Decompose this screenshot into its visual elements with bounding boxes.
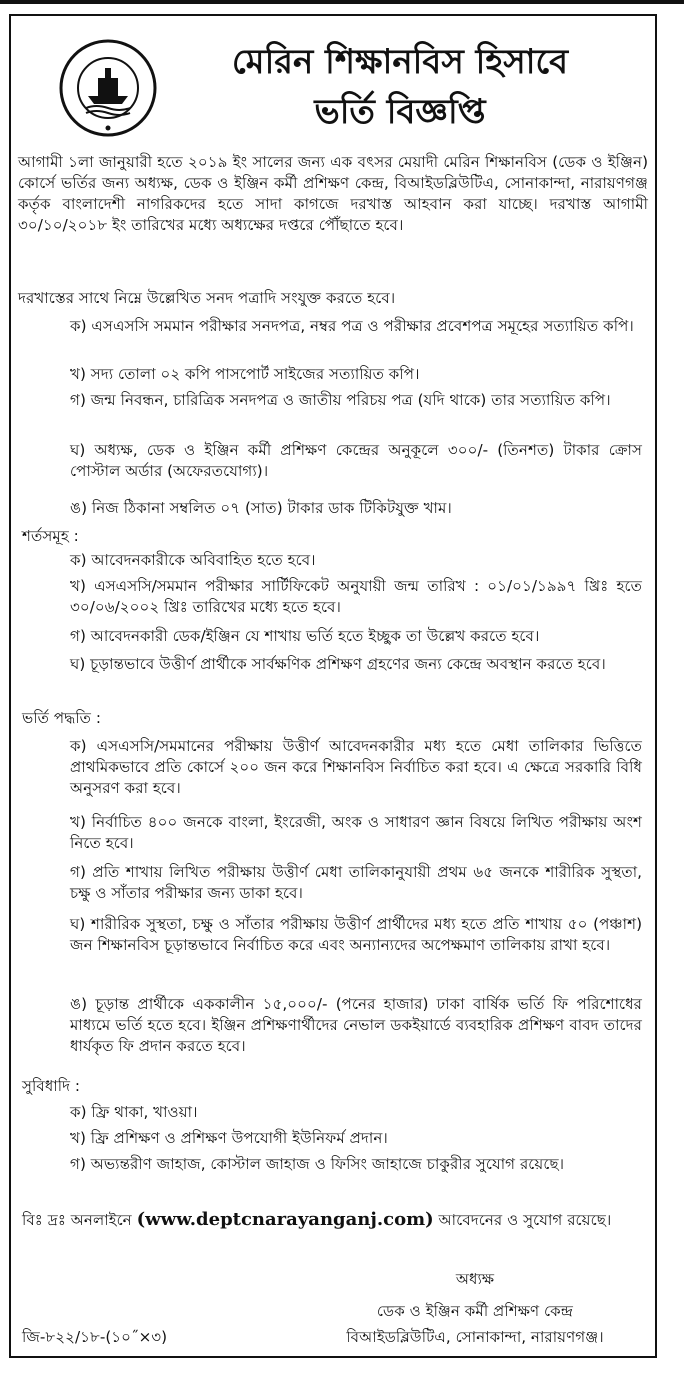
- signatory-office: ডেক ও ইঞ্জিন কর্মী প্রশিক্ষণ কেন্দ্র: [376, 1302, 574, 1320]
- requirement-item: ঙ) নিজ ঠিকানা সম্বলিত ০৭ (সাত) টাকার ডাক টিকিটযুক্ত খাম।: [70, 499, 452, 517]
- biwta-seal-logo: [58, 38, 158, 138]
- benefit-item: খ) ফ্রি প্রশিক্ষণ ও প্রশিক্ষণ উপযোগী ইউনিফর্ম প্রদান।: [70, 1129, 388, 1147]
- admission-item: খ) নির্বাচিত ৪০০ জনকে বাংলা, ইংরেজী, অংক ও সাধারণ জ্ঞান বিষয়ে লিখিত পরীক্ষায় অংশ নিতে হবে।: [70, 813, 642, 852]
- signatory-address: বিআইডব্লিউটিএ, সোনাকান্দা, নারায়ণগঞ্জ।: [346, 1328, 604, 1346]
- benefit-item: গ) অভ্যন্তরীণ জাহাজ, কোস্টাল জাহাজ ও ফিসিং জাহাজে চাকুরীর সুযোগ রয়েছে।: [70, 1155, 565, 1173]
- requirement-item: ক) এসএসসি সমমান পরীক্ষার সনদপত্র, নম্বর পত্র ও পরীক্ষার প্রবেশপত্র সমূহের সত্যায়িত কপি।: [70, 317, 634, 335]
- notice-title-line1: মেরিন শিক্ষানবিস হিসাবে: [231, 42, 569, 82]
- admission-item: ঙ) চূড়ান্ত প্রার্থীকে এককালীন ১৫,০০০/- (পনের হাজার) ঢাকা বার্ষিক ভর্তি ফি পরিশোধের মাধ্যমে ভর্তি হতে হবে। ইঞ্জিন প্রশিক্ষণার্থীদের নেভাল ডকইয়ার্ডে ব্যবহারিক প্রশিক্ষণ বাবদ তাদের ধার্যকৃত ফি প্রদান করতে হবে।: [70, 995, 642, 1055]
- online-application-note: [22, 1209, 644, 1231]
- requirement-item: গ) জন্ম নিবন্ধন, চারিত্রিক সনদপত্র ও জাতীয় পরিচয় পত্র (যদি থাকে) তার সত্যায়িত কপি।: [70, 391, 611, 409]
- benefits-heading: সুবিধাদি :: [22, 1077, 81, 1095]
- website-link[interactable]: (www.deptcnarayanganj.com): [136, 1209, 434, 1230]
- note-suffix: আবেদনের ও সুযোগ রয়েছে।: [438, 1211, 612, 1229]
- condition-item: গ) আবেদনকারী ডেক/ইঞ্জিন যে শাখায় ভর্তি হতে ইচ্ছুক তা উল্লেখ করতে হবে।: [70, 627, 540, 645]
- reference-code: জি-৮২২/১৮-(১০˝×৩): [22, 1328, 168, 1346]
- admission-heading: ভর্তি পদ্ধতি :: [22, 709, 102, 727]
- intro-paragraph: আগামী ১লা জানুয়ারী হতে ২০১৯ ইং সালের জন্য এক বৎসর মেয়াদী মেরিন শিক্ষানবিস (ডেক ও ইঞ্জিন) কোর্সে ভর্তির জন্য অধ্যক্ষ, ডেক ও ইঞ্জিন কর্মী প্রশিক্ষণ কেন্দ্র, বিআইডব্লিউটিএ, সোনাকান্দা, নারায়ণগঞ্জ কর্তৃক বাংলাদেশী নাগরিকদের হতে সাদা কাগজে দরখাস্ত আহবান করা যাচ্ছে। দরখাস্ত আগামী ৩০/১০/২০১৮ ইং তারিখের মধ্যে অধ্যক্ষের দপ্তরে পৌঁছাতে হবে।: [18, 153, 648, 234]
- benefit-item: ক) ফ্রি থাকা, খাওয়া।: [70, 1103, 198, 1121]
- notice-title-line2: ভর্তি বিজ্ঞপ্তি: [314, 92, 486, 132]
- admission-item: ঘ) শারীরিক সুস্থতা, চক্ষু ও সাঁতার পরীক্ষায় উত্তীর্ণ প্রার্থীদের মধ্য হতে প্রতি শাখায় ৫০ (পঞ্চাশ) জন শিক্ষানবিস চূড়ান্তভাবে নির্বাচিত করে এবং অন্যান্যদের অপেক্ষমাণ তালিকায় রাখা হবে।: [70, 915, 642, 954]
- signatory-title: অধ্যক্ষ: [455, 1270, 495, 1288]
- admission-item: ক) এসএসসি/সমমানের পরীক্ষায় উত্তীর্ণ আবেদনকারীর মধ্য হতে মেধা তালিকার ভিত্তিতে প্রাথমিকভাবে প্রতি কোর্সে ২০০ জন করে শিক্ষানবিস নির্বাচিত করা হবে। এ ক্ষেত্রে সরকারি বিধি অনুসরণ করা হবে।: [70, 737, 642, 797]
- requirement-item: খ) সদ্য তোলা ০২ কপি পাসপোর্ট সাইজের সত্যায়িত কপি।: [70, 365, 420, 383]
- condition-item: খ) এসএসসি/সমমান পরীক্ষার সার্টিফিকেট অনুযায়ী জন্ম তারিখ : ০১/০১/১৯৯৭ খ্রিঃ হতে ৩০/০৬/২০০২ খ্রিঃ তারিখের মধ্যে হতে হবে।: [70, 577, 642, 616]
- conditions-heading: শর্তসমূহ :: [22, 527, 79, 545]
- condition-item: ক) আবেদনকারীকে অবিবাহিত হতে হবে।: [70, 551, 316, 569]
- admission-item: গ) প্রতি শাখায় লিখিত পরীক্ষায় উত্তীর্ণ মেধা তালিকানুযায়ী প্রথম ৬৫ জনকে শারীরিক সুস্থতা, চক্ষু ও সাঁতার পরীক্ষার জন্য ডাকা হবে।: [70, 863, 642, 902]
- note-prefix: বিঃ দ্রঃ অনলাইনে: [22, 1211, 132, 1229]
- condition-item: ঘ) চূড়ান্তভাবে উত্তীর্ণ প্রার্থীকে সার্বক্ষণিক প্রশিক্ষণ গ্রহণের জন্য কেন্দ্রে অবস্থান করতে হবে।: [70, 655, 606, 673]
- requirement-item: ঘ) অধ্যক্ষ, ডেক ও ইঞ্জিন কর্মী প্রশিক্ষণ কেন্দ্রের অনুকূলে ৩০০/- (তিনশত) টাকার ক্রোস পোস্টাল অর্ডার (অফেরতযোগ্য)।: [70, 441, 642, 480]
- top-rule: [0, 0, 684, 4]
- requirements-heading: দরখাস্তের সাথে নিম্নে উল্লেখিত সনদ পত্রাদি সংযুক্ত করতে হবে।: [18, 289, 396, 307]
